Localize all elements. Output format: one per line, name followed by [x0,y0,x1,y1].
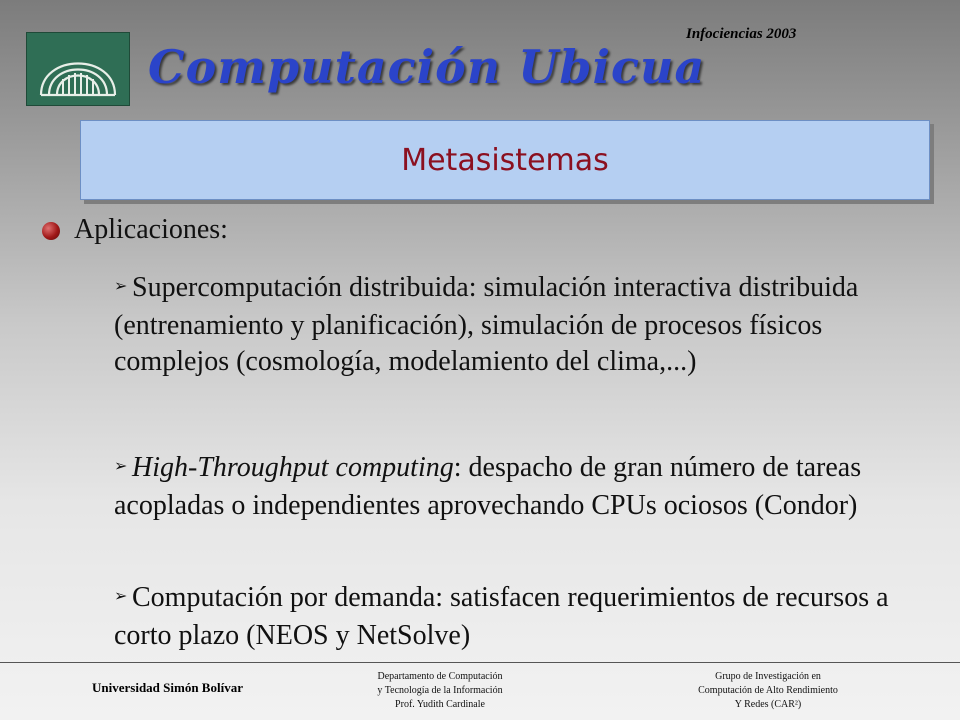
list-item [114,580,944,654]
subtitle-text: Metasistemas [401,142,609,178]
list-item [114,450,944,524]
footer-university: Universidad Simón Bolívar [92,680,243,695]
footer-department: Departamento de Computación y Tecnología de la Información Prof. Yudith Cardinale [377,671,503,710]
item-text: Supercomputación distribuida: simulación interactiva distribuida (entrenamiento y planificación), simulación de procesos físicos complejos (cosmología, modelamiento del clima,...) [114,272,859,377]
slide-title: Computación Ubicua [148,40,706,94]
list-item [114,270,944,380]
item-text: : despacho de gran número de tareas acopladas o independientes aprovechando CPUs ociosos (Condor) [114,452,862,521]
event-label: Infociencias 2003 [686,26,797,42]
university-building-icon [27,33,129,105]
item-text: Computación por demanda: satisfacen requerimientos de recursos a corto plazo (NEOS y NetSolve) [114,582,889,651]
arrow-bullet-icon: ➢ [114,587,128,605]
item-italic: High-Throughput computing [132,452,454,483]
section-heading: Aplicaciones: [74,214,228,245]
bullet-icon [42,222,60,240]
footer-divider [0,662,960,663]
subtitle-banner [80,120,930,200]
arrow-bullet-icon: ➢ [114,457,128,475]
arrow-bullet-icon: ➢ [114,277,128,295]
footer-group: Grupo de Investigación en Computación de Alto Rendimiento Y Redes (CAR²) [698,671,838,710]
university-logo [26,32,130,106]
